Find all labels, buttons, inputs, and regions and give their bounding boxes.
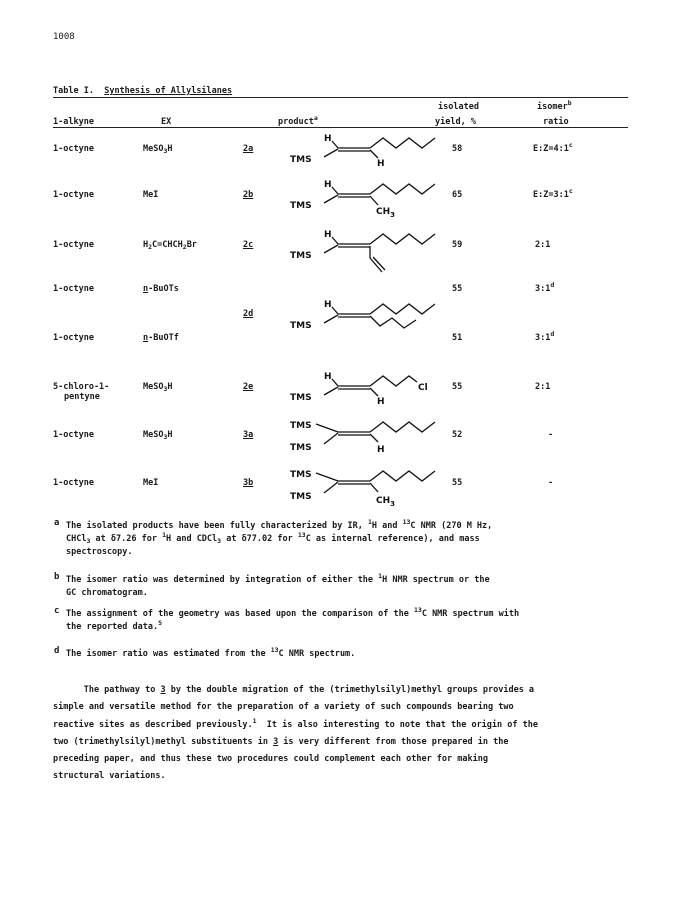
header-ex: EX (161, 117, 172, 127)
row6-yield: 55 (452, 382, 463, 392)
footnote-line: GC chromatogram. (66, 588, 148, 598)
footnote-mark: d (54, 646, 60, 656)
header-yield-line1: isolated (438, 102, 479, 112)
row8-ex: MeI (143, 478, 159, 488)
row7-ratio: - (548, 430, 554, 440)
svg-text:H: H (377, 445, 385, 455)
row7-yield: 52 (452, 430, 463, 440)
svg-text:TMS: TMS (290, 492, 312, 502)
footnote-mark: c (54, 606, 60, 616)
row2-yield: 65 (452, 190, 463, 200)
svg-text:TMS: TMS (290, 470, 312, 480)
row6-alkyne-line2: pentyne (64, 392, 100, 402)
row1-yield: 58 (452, 144, 463, 154)
header-yield-line2: yield, % (435, 117, 476, 127)
row8-alkyne: 1-octyne (53, 478, 94, 488)
row3-ex: $H_2C=CHCH_2Br$ (143, 240, 197, 251)
footnote-line: The assignment of the geometry was based upon the comparison of the $^{13}$C NMR spectrum with (66, 606, 520, 619)
svg-text:H: H (324, 300, 332, 310)
row4-5-structure (280, 296, 470, 340)
svg-text:H: H (324, 230, 332, 240)
row2-alkyne: 1-octyne (53, 190, 94, 200)
footnote-mark: b (54, 572, 60, 582)
row2-product-id: 2b (243, 190, 254, 200)
page-number: 1008 (53, 32, 75, 42)
row1-alkyne: 1-octyne (53, 144, 94, 154)
svg-text:CH3: $CH_3$ (376, 207, 396, 219)
svg-text:H: H (377, 159, 385, 169)
row3-structure (280, 226, 470, 278)
row2-ex: MeI (143, 190, 159, 200)
footnote-line: the reported data.$^5$ (66, 619, 163, 632)
paragraph-line: simple and versatile method for the preparation of a variety of such compounds bearing two (53, 702, 514, 713)
svg-text:H: H (377, 397, 385, 407)
row3-product-id: 2c (243, 240, 254, 250)
svg-text:TMS: TMS (290, 251, 312, 261)
svg-text:H: H (324, 180, 332, 190)
row7-structure (280, 412, 470, 462)
svg-text:TMS: TMS (290, 155, 312, 165)
footnote-line: The isomer ratio was estimated from the $^{13}$C NMR spectrum. (66, 646, 356, 659)
row6-ratio: 2:1 (535, 382, 551, 392)
row6-product-id: 2e (243, 382, 254, 392)
row8-ratio: - (548, 478, 554, 488)
paragraph-line: reactive sites as described previously.$^1$ It is also interesting to note that the origin of the (53, 716, 538, 730)
row3-ratio: 2:1 (535, 240, 551, 250)
footnote-c (54, 606, 520, 634)
paragraph-line: The pathway to 3 by the double migration of the (trimethylsilyl)methyl groups provides a (53, 685, 535, 695)
row6-alkyne-line1: 5-chloro-1- (53, 382, 110, 392)
row4-ex: n-BuOTs (143, 284, 179, 294)
footnote-b (54, 572, 490, 600)
footnote-d (54, 646, 356, 661)
svg-text:TMS: TMS (290, 421, 312, 431)
footnote-line: The isomer ratio was determined by integration of either the $^1$H NMR spectrum or the (66, 572, 490, 585)
row6-ex: MeSO$_3$H (143, 382, 173, 393)
row3-alkyne: 1-octyne (53, 240, 94, 250)
table-caption (53, 86, 232, 96)
row1-product-id: 2a (243, 144, 254, 154)
row5-ratio: 3:1$^d$ (535, 330, 555, 343)
table-top-rule (53, 97, 628, 98)
header-rule (53, 127, 628, 128)
row4-alkyne: 1-octyne (53, 284, 94, 294)
row4-ratio: 3:1$^d$ (535, 281, 555, 294)
row3-yield: 59 (452, 240, 463, 250)
row7-ex: MeSO$_3$H (143, 430, 173, 441)
row6-structure (280, 368, 470, 412)
paragraph-line: two (trimethylsilyl)methyl substituents in 3 is very different from those prepared in the (53, 736, 509, 747)
svg-text:H: H (324, 134, 332, 144)
body-paragraph (53, 682, 628, 786)
row8-product-id: 3b (243, 478, 254, 488)
footnote-line: The isolated products have been fully characterized by IR, $^1$H and $^{13}$C NMR (270 M Hz, (66, 518, 493, 531)
row8-structure (280, 461, 470, 511)
row1-structure (280, 130, 470, 170)
header-isomer-line1: isomer$^b$ (537, 99, 572, 112)
row5-ex: n-BuOTf (143, 333, 179, 343)
svg-text:TMS: TMS (290, 201, 312, 211)
table-title: Synthesis of Allylsilanes (104, 86, 233, 96)
shared-product-id: 2d (243, 309, 254, 319)
header-product: product$^a$ (278, 114, 318, 127)
header-alkyne: 1-alkyne (53, 117, 94, 127)
row1-ratio: $E:Z=4:1^c$ (533, 141, 573, 154)
header-isomer-line2: ratio (543, 117, 569, 127)
row5-alkyne: 1-octyne (53, 333, 94, 343)
row2-ratio: $E:Z=3:1^c$ (533, 187, 573, 200)
footnote-line: spectroscopy. (66, 547, 133, 557)
svg-text:CH3: $CH_3$ (376, 496, 396, 508)
row7-alkyne: 1-octyne (53, 430, 94, 440)
row8-yield: 55 (452, 478, 463, 488)
table-label: Table I. (53, 86, 94, 96)
svg-text:TMS: TMS (290, 443, 312, 453)
paragraph-line: preceding paper, and thus these two procedures could complement each other for making (53, 754, 488, 765)
footnote-line: CHCl$_3$ at δ7.26 for $^1$H and CDCl$_3$ at δ77.02 for $^{13}$C as internal reference), and mass (66, 531, 480, 545)
svg-text:Cl: Cl (418, 383, 428, 393)
footnote-mark: a (54, 518, 60, 528)
paragraph-line: structural variations. (53, 771, 166, 782)
footnote-a (54, 518, 493, 559)
svg-text:TMS: TMS (290, 321, 312, 331)
svg-text:H: H (324, 372, 332, 382)
row5-yield: 51 (452, 333, 463, 343)
row2-structure (280, 176, 470, 220)
row4-yield: 55 (452, 284, 463, 294)
row1-ex: MeSO$_3$H (143, 144, 173, 155)
row7-product-id: 3a (243, 430, 254, 440)
svg-text:TMS: TMS (290, 393, 312, 403)
